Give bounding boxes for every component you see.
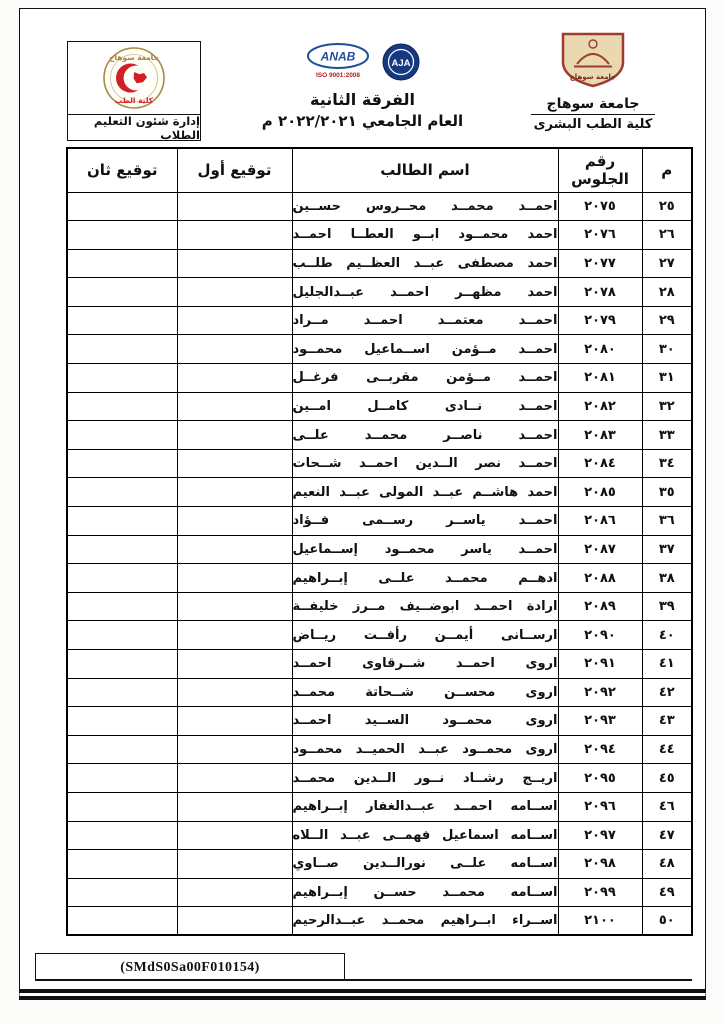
seat-number-cell: ٢٠٨٥ [558,478,642,507]
student-name-cell: احمــد نصر الــدين احمــد شــحات [292,449,558,478]
seat-number-cell: ٢٠٨٨ [558,564,642,593]
seat-number-cell: ٢٠٨٦ [558,507,642,536]
student-name-cell: اروى محمــود عبــد الحميــد محمــود [292,735,558,764]
seat-number-cell: ٢٠٨٩ [558,592,642,621]
first-signature-cell [177,535,292,564]
header-seat-line2: الجلوس [571,170,629,189]
first-signature-cell [177,792,292,821]
table-row [67,707,692,736]
student-name-cell: اســامه اسماعيل فهمــى عبــد الــلاه [292,821,558,850]
student-name-cell: ارســانى أيمــن رأفــت ريــاض [292,621,558,650]
second-signature-cell [67,221,177,250]
first-signature-cell [177,392,292,421]
second-signature-cell [67,707,177,736]
second-signature-cell [67,392,177,421]
center-header [233,43,493,130]
aja-logo-text: AJA [390,58,411,69]
header-seat-number [558,148,642,192]
seat-number-cell: ٢٠٩٦ [558,792,642,821]
second-signature-cell [67,678,177,707]
second-signature-cell [67,878,177,907]
serial-cell: ٤٢ [642,678,692,707]
serial-cell: ٢٨ [642,278,692,307]
anab-logo-icon [306,43,370,83]
table-row [67,564,692,593]
seat-number-cell: ٢٠٧٨ [558,278,642,307]
footer-bar [35,953,692,981]
first-signature-cell [177,478,292,507]
student-name-cell: احمــد محمــد محــروس حســين [292,192,558,221]
student-name-cell: احمــد معتمــد احمــد مــراد [292,306,558,335]
second-signature-cell [67,535,177,564]
student-name-cell: احمد مظهــر احمــد عبــدالجليل [292,278,558,307]
aja-logo-icon [382,43,420,81]
first-signature-cell [177,878,292,907]
table-row [67,421,692,450]
serial-cell: ٣٧ [642,535,692,564]
student-name-cell: اروى محســن شــحاتة محمــد [292,678,558,707]
serial-cell: ٢٩ [642,306,692,335]
second-signature-cell [67,478,177,507]
serial-cell: ٣٤ [642,449,692,478]
first-signature-cell [177,335,292,364]
table-row [67,392,692,421]
second-signature-cell [67,507,177,536]
second-signature-cell [67,449,177,478]
second-signature-cell [67,764,177,793]
serial-cell: ٤٨ [642,850,692,879]
second-signature-cell [67,564,177,593]
page-frame [19,8,706,1000]
second-signature-cell [67,421,177,450]
seat-number-cell: ٢٠٨١ [558,364,642,393]
header-student-name: اسم الطالب [292,148,558,192]
seat-number-cell: ٢٠٩٢ [558,678,642,707]
serial-cell: ٢٦ [642,221,692,250]
footer-code: (SMdS0Sa00F010154) [120,959,260,975]
student-name-cell: اســامه احمــد عبــدالغفار إبــراهيم [292,792,558,821]
seat-number-cell: ٢٠٨٠ [558,335,642,364]
second-signature-cell [67,592,177,621]
student-name-cell: اســامه محمــد حســن إبــراهيم [292,878,558,907]
admin-box [67,41,201,141]
student-name-cell: ارادة احمــد ابوضــيف مــرز خليفــة [292,592,558,621]
serial-cell: ٤٩ [642,878,692,907]
first-signature-cell [177,221,292,250]
header-seat-line1: رقم [584,152,616,171]
table-row [67,478,692,507]
first-signature-cell [177,249,292,278]
student-name-cell: احمد مصطفى عبــد العظــيم طلــب [292,249,558,278]
second-signature-cell [67,650,177,679]
second-signature-cell [67,621,177,650]
table-row [67,592,692,621]
student-name-cell: اروى محمــود الســيد احمــد [292,707,558,736]
table-row [67,306,692,335]
table-row [67,221,692,250]
serial-cell: ٣٦ [642,507,692,536]
sohag-university-emblem-icon [557,31,629,89]
faculty-logo-top-text: جامعة سوهاج [109,53,159,62]
first-signature-cell [177,621,292,650]
table-row [67,249,692,278]
student-name-cell: ادهــم محمــد علــى إبــراهيم [292,564,558,593]
seat-number-cell: ٢٠٩٧ [558,821,642,850]
faculty-logo-wrap [68,42,200,115]
table-row [67,650,692,679]
table-row [67,907,692,936]
first-signature-cell [177,678,292,707]
table-row [67,621,692,650]
serial-cell: ٣٠ [642,335,692,364]
first-signature-cell [177,850,292,879]
serial-cell: ٣٢ [642,392,692,421]
student-name-cell: احمــد نــادى كامــل امــين [292,392,558,421]
serial-cell: ٤٣ [642,707,692,736]
table-row [67,192,692,221]
seat-number-cell: ٢٠٩٥ [558,764,642,793]
first-signature-cell [177,764,292,793]
anab-iso-caption: ISO 9001:2008 [315,72,360,79]
student-name-cell: اروى احمــد شــرقاوى احمــد [292,650,558,679]
seat-number-cell: ٢٠٩٤ [558,735,642,764]
second-signature-cell [67,850,177,879]
serial-cell: ٤٠ [642,621,692,650]
student-name-cell: احمد محمــود ابــو العطــا احمــد [292,221,558,250]
first-signature-cell [177,592,292,621]
accreditation-logo-row [233,43,493,83]
table-row [67,335,692,364]
faculty-name: كلية الطب البشرى [533,117,653,132]
serial-cell: ٣٨ [642,564,692,593]
serial-cell: ٣٩ [642,592,692,621]
first-signature-cell [177,821,292,850]
serial-cell: ٤١ [642,650,692,679]
second-signature-cell [67,792,177,821]
serial-cell: ٢٧ [642,249,692,278]
first-signature-cell [177,278,292,307]
serial-cell: ٤٧ [642,821,692,850]
table-header-row [67,148,692,192]
second-signature-cell [67,364,177,393]
table-row [67,792,692,821]
table-row [67,364,692,393]
second-signature-cell [67,821,177,850]
seat-number-cell: ٢٠٨٧ [558,535,642,564]
seat-number-cell: ٢٠٧٩ [558,306,642,335]
footer-code-box [35,953,345,981]
table-row [67,507,692,536]
seat-number-cell: ٢٠٧٧ [558,249,642,278]
seat-number-cell: ٢٠٧٦ [558,221,642,250]
seat-number-cell: ٢٠٩٣ [558,707,642,736]
anab-block [306,43,370,83]
header-second-signature: توقيع ثان [67,148,177,192]
table-row [67,878,692,907]
students-table [66,147,693,936]
seat-number-cell: ٢٠٩١ [558,650,642,679]
header-serial: م [642,148,692,192]
table-row [67,821,692,850]
student-name-cell: احمــد مــؤمن اســماعيل محمــود [292,335,558,364]
second-signature-cell [67,735,177,764]
table-row [67,850,692,879]
seat-number-cell: ٢٠٨٤ [558,449,642,478]
table-row [67,764,692,793]
second-signature-cell [67,335,177,364]
admin-label: إدارة شئون التعليم الطلاب [93,113,200,142]
second-signature-cell [67,192,177,221]
first-signature-cell [177,907,292,936]
first-signature-cell [177,192,292,221]
seat-number-cell: ٢٠٨٣ [558,421,642,450]
table-row [67,735,692,764]
faculty-crescent-logo-icon [103,47,165,109]
emblem-caption-text: جامعة سوهاج [569,73,617,81]
serial-cell: ٤٥ [642,764,692,793]
serial-cell: ٣١ [642,364,692,393]
first-signature-cell [177,650,292,679]
header-first-signature: توقيع أول [177,148,292,192]
student-name-cell: احمد هاشــم عبــد المولى عبــد النعيم [292,478,558,507]
seat-number-cell: ٢١٠٠ [558,907,642,936]
student-name-cell: احمــد ياسر محمــود إســماعيل [292,535,558,564]
serial-cell: ٤٦ [642,792,692,821]
student-name-cell: اســراء ابــراهيم محمــد عبــدالرحيم [292,907,558,936]
seat-number-cell: ٢٠٧٥ [558,192,642,221]
table-row [67,535,692,564]
university-header [517,31,669,132]
student-table-body [67,192,692,935]
serial-cell: ٣٣ [642,421,692,450]
first-signature-cell [177,364,292,393]
first-signature-cell [177,507,292,536]
seat-number-cell: ٢٠٩٩ [558,878,642,907]
second-signature-cell [67,907,177,936]
first-signature-cell [177,735,292,764]
seat-number-cell: ٢٠٩٨ [558,850,642,879]
table-row [67,678,692,707]
student-name-cell: احمــد ناصــر محمــد علــى [292,421,558,450]
first-signature-cell [177,306,292,335]
student-name-cell: احمــد مــؤمن مقربــى فرغــل [292,364,558,393]
second-signature-cell [67,306,177,335]
second-signature-cell [67,249,177,278]
serial-cell: ٤٤ [642,735,692,764]
table-row [67,449,692,478]
first-signature-cell [177,564,292,593]
first-signature-cell [177,707,292,736]
student-name-cell: اريــج رشــاد نــور الــدين محمــد [292,764,558,793]
serial-cell: ٣٥ [642,478,692,507]
student-name-cell: اســامه علــى نورالــدين صــاوي [292,850,558,879]
second-signature-cell [67,278,177,307]
seat-number-cell: ٢٠٨٢ [558,392,642,421]
university-name: جامعة سوهاج [531,96,655,115]
seat-number-cell: ٢٠٩٠ [558,621,642,650]
serial-cell: ٥٠ [642,907,692,936]
first-signature-cell [177,421,292,450]
anab-logo-text: ANAB [320,49,355,64]
serial-cell: ٢٥ [642,192,692,221]
table-row [67,278,692,307]
faculty-logo-bottom-text: كلية الطب [114,96,154,105]
grade-title: الفرقة الثانية [310,90,415,109]
first-signature-cell [177,449,292,478]
student-name-cell: احمــد ياســر رســمى فــؤاد [292,507,558,536]
academic-year-title: العام الجامعي ٢٠٢٢/٢٠٢١ م [261,112,464,130]
